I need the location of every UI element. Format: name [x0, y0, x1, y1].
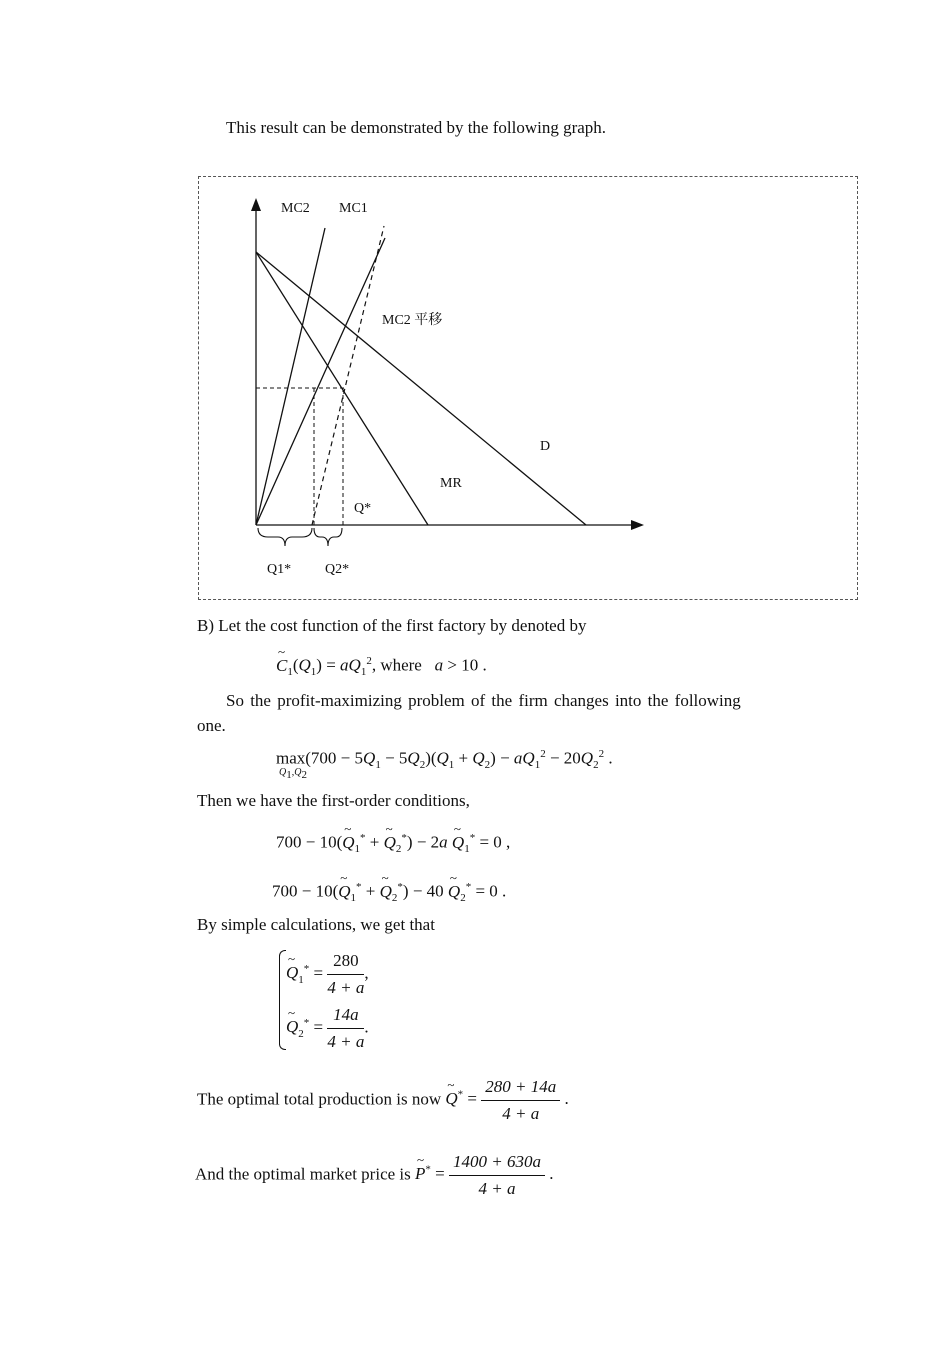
calc-intro: By simple calculations, we get that	[197, 915, 435, 934]
so-line-2: one.	[197, 716, 226, 735]
total-text: The optimal total production is now	[197, 1089, 442, 1109]
q1-star-label: Q1*	[267, 562, 292, 577]
q1-denominator: 4 + a	[327, 978, 365, 997]
y-axis-arrow	[251, 198, 261, 211]
foc-equation-2: 700 − 10(~ $Q_1^*$ + ~ $Q_2^*) - 40$ ~ $Q_2^* = 0$ .	[272, 881, 506, 904]
total-denominator: 4 + a	[502, 1104, 540, 1123]
mc1-line	[256, 238, 385, 525]
q2-brace	[314, 528, 342, 546]
price-text: And the optimal market price is	[195, 1164, 411, 1184]
mr-label: MR	[440, 476, 462, 491]
intro-sentence: This result can be demonstrated by the following graph.	[226, 118, 607, 137]
system-brace	[279, 950, 286, 1050]
max-subscript: $Q_1,Q_2$	[279, 767, 307, 781]
total-production: The optimal total production is now ~ Q* = $\frac{280 + 14a}{4 + a}$ .	[197, 1074, 569, 1127]
price-numerator: 1400 + 630a	[449, 1149, 545, 1176]
graph	[198, 176, 858, 600]
cost-function: ~ $C_1(Q_1) = aQ_1^2$, where a > 10 .	[276, 655, 487, 678]
profit-max-equation: $\max(700 - 5Q_1 - 5Q_2)(Q_1 + Q_2) - aQ_1^2 - 20Q_2^2$ .	[276, 748, 613, 772]
mc2-shift-label: MC2 平移	[382, 313, 443, 328]
q2-numerator: 14a	[327, 1002, 364, 1029]
mc2-label: MC2	[281, 201, 310, 216]
q2-solution: ~ $Q_2^*$ = $\frac{14a}{4 + a}$ .	[286, 1002, 369, 1055]
q1-brace	[258, 528, 312, 546]
q1-numerator: 280	[327, 948, 364, 975]
foc-intro: Then we have the first-order conditions,	[197, 791, 470, 810]
total-numerator: 280 + 14a	[481, 1074, 560, 1101]
section-b-heading: B) Let the cost function of the first factory by denoted by	[197, 616, 587, 635]
mc2-line	[256, 228, 325, 525]
price-denominator: 4 + a	[478, 1179, 516, 1198]
q-star-label: Q*	[354, 501, 372, 516]
cost-where: , where	[371, 655, 422, 675]
q2-denominator: 4 + a	[327, 1032, 365, 1051]
d-label: D	[540, 439, 551, 454]
foc-equation-1: 700 − 10(~ $Q_1^*$ + ~ $Q_2^*) - 2a$ ~ $Q_1^* = 0$ ,	[276, 832, 510, 855]
so-line-1: So the profit-maximizing problem of the firm changes into the following	[226, 691, 741, 710]
x-axis-arrow	[631, 520, 644, 530]
q1-solution: ~ $Q_1^*$ = $\frac{280}{4 + a}$ ,	[286, 948, 369, 1001]
mc1-label: MC1	[339, 201, 368, 216]
q2-star-label: Q2*	[325, 562, 350, 577]
market-price: And the optimal market price is ~ P* = $\frac{1400 + 630a}{4 + a}$ .	[195, 1149, 553, 1202]
